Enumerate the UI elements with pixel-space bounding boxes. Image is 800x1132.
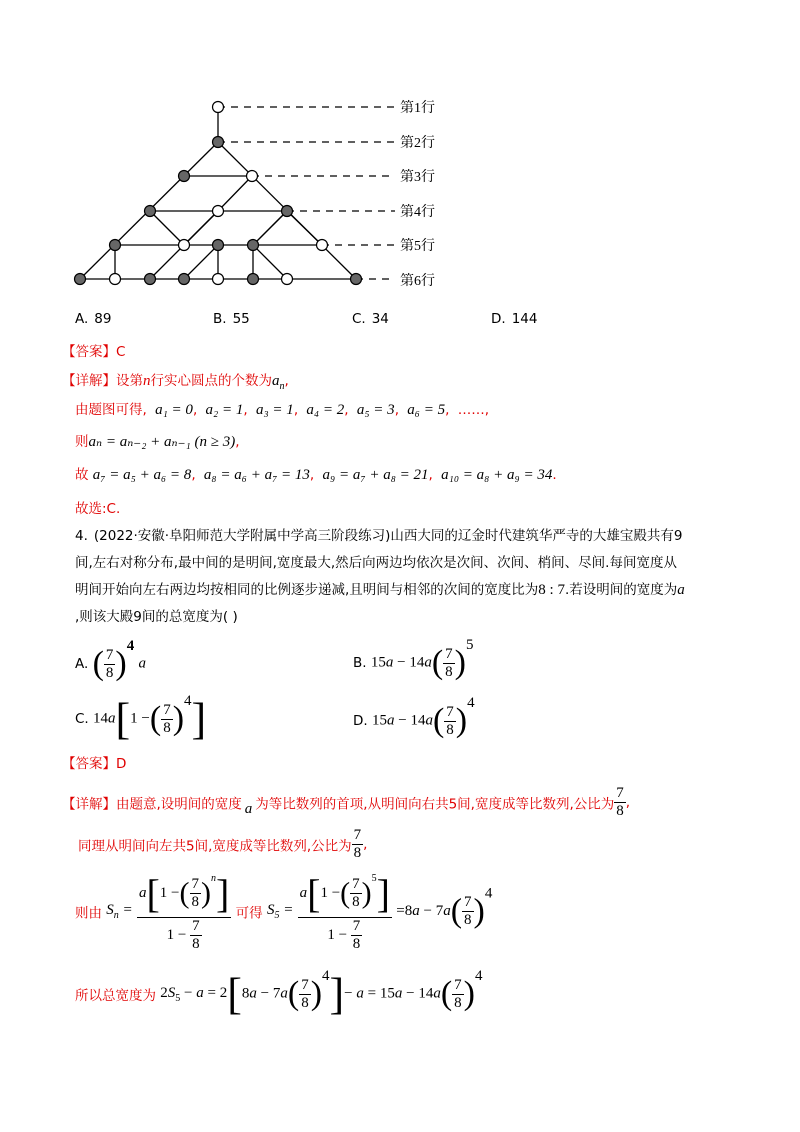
q4-option-d: D. 15a − 14a( $\frac{7}{8}$ )$^4$ <box>353 695 475 739</box>
row-label-6: 第6行 <box>400 274 435 289</box>
q3-option-b: B. 55 <box>213 311 250 327</box>
q3-option-d: D. 144 <box>491 311 538 327</box>
q3-answer: 【答案】C <box>62 344 126 360</box>
row-label-5: 第5行 <box>400 239 435 254</box>
q3-option-c: C. 34 <box>352 311 389 327</box>
row-label-3: 第3行 <box>400 170 435 185</box>
row-label-4: 第4行 <box>400 205 435 220</box>
q4-detail-line2: 同理从明间向左共5间,宽度成等比数列,公比为 $\frac{7}{8}$ , <box>78 827 368 861</box>
q4-option-c: C. 14a[1 −( $\frac{7}{8}$ )$^4$] <box>75 693 207 744</box>
q4-option-a: A. ( $\frac{7}{8}$ )$^4$ a <box>75 638 147 682</box>
q3-option-a: A. 89 <box>75 311 112 327</box>
q4-answer: 【答案】D <box>62 756 127 772</box>
q4-stem-line3: 明间开始向左右两边均按相同的比例逐步递减,且明间与相邻的次间的宽度比为8 : 7.若设明间的宽度为a <box>75 582 685 598</box>
q3-detail-line4: 故 a₇ = a₅ + a₆ = 8, a₈ = a₆ + a₇ = 13, a₉ = a₇ + a₈ = 21, a₁₀ = a₈ + a₉ = 34. <box>75 467 557 483</box>
q3-conclusion: 故选:C. <box>75 501 121 517</box>
row-label-1: 第1行 <box>400 101 435 116</box>
q4-stem-line2: 间,左右对称分布,最中间的是明间,宽度最大,然后向两边均依次是次间、次间、梢间、尽间.每间宽度从 <box>75 555 677 571</box>
q4-detail-line3: 则由 $S_n$ = a[1 −( $\frac{7}{8}$ )$^n$] 1 − $\frac{7}{8}$ 可得 $S_5$ = a[1 −( $\frac{7}{8}$ )$^5$] 1 − $\frac{7}{8}$ =8a − 7a( $\frac{7}{8}$ )$^4$ <box>75 871 493 952</box>
row-label-2: 第2行 <box>400 136 435 151</box>
q4-detail-line4: 所以总宽度为 $2S_5 - a = 2[8a - 7a$( $\frac{7}{8}$ )$^4$]− a = 15a − 14a( $\frac{7}{8}$ )$^4$ <box>75 968 483 1019</box>
q4-stem-line1: 4. (2022·安徽·阜阳师范大学附属中学高三阶段练习)山西大同的辽金时代建筑华严寺的大雄宝殿共有9 <box>75 528 683 544</box>
q3-detail-line3: 则aₙ = aₙ₋₂ + aₙ₋₁ (n ≥ 3), <box>75 434 240 450</box>
triangle-dot-diagram <box>60 90 480 300</box>
q4-option-b: B. 15a − 14a( $\frac{7}{8}$ )$^5$ <box>353 637 474 681</box>
q4-stem-line4: ,则该大殿9间的总宽度为( ) <box>75 609 238 625</box>
q4-detail-line1: 【详解】由题意,设明间的宽度 a 为等比数列的首项,从明间向右共5间,宽度成等比数列,公比为 $\frac{7}{8}$ , <box>62 785 631 819</box>
q3-detail-line2: 由题图可得, a₁ = 0, a₂ = 1, a₃ = 1, a₄ = 2, a₅ = 3, a₆ = 5, ……, <box>75 402 490 418</box>
q3-detail-line1: 【详解】设第n行实心圆点的个数为$a_n$, <box>62 373 289 392</box>
